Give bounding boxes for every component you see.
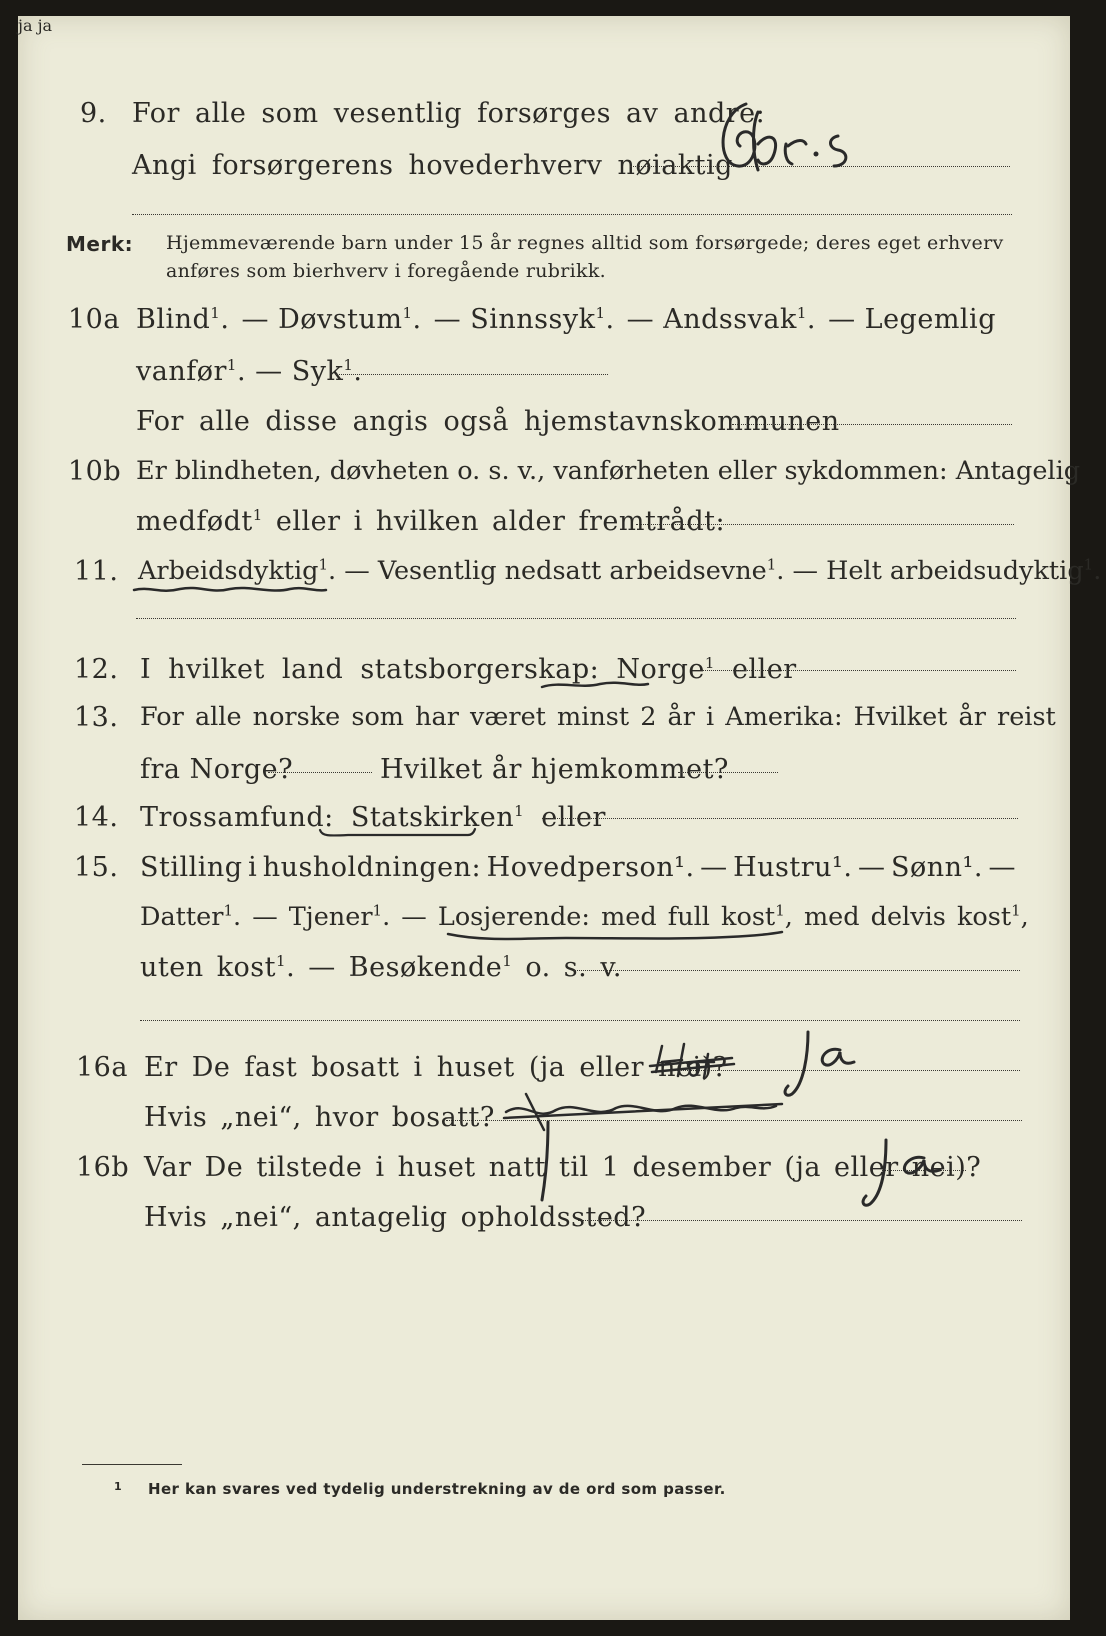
option-hovedperson: Hovedperson¹. xyxy=(486,852,695,883)
handwritten-underline xyxy=(130,582,330,598)
answer-line xyxy=(678,772,778,773)
question-text: For alle norske som har været minst 2 år i Amerika: Hvilket år reist xyxy=(140,702,1056,732)
question-number: 12. xyxy=(74,654,119,685)
answer-line xyxy=(732,424,1012,425)
question-text: Er blindheten, døvheten o. s. v., vanførheten eller sykdommen: Antagelig xyxy=(136,456,1081,486)
handwritten-answer xyxy=(708,74,868,184)
question-text: Var De tilstede i huset natt til 1 desember (ja eller nei)? xyxy=(144,1152,982,1183)
question-number: 13. xyxy=(74,702,119,733)
question-number: 16b xyxy=(76,1152,130,1183)
footnote-rule xyxy=(82,1464,182,1465)
option-vanfor: vanfør xyxy=(136,356,227,387)
footnote-mark: 1 xyxy=(114,1480,123,1493)
question-text: Hvis „nei“, antagelig opholdssted? xyxy=(144,1202,647,1233)
note-text: Hjemmeværende barn under 15 år regnes alltid som forsørgede; deres eget erhverv xyxy=(166,232,1004,254)
answer-line xyxy=(578,1220,1022,1221)
option-syk: . — Syk xyxy=(236,356,344,387)
handwritten-underline xyxy=(540,678,650,692)
answer-line xyxy=(132,214,1012,215)
question-number: 9. xyxy=(80,98,107,129)
answer-line xyxy=(336,374,608,375)
question-number: 11. xyxy=(74,556,119,587)
option-arbeidsdyktig: Arbeidsdyktig xyxy=(138,556,319,586)
question-number: 16a xyxy=(76,1052,128,1083)
option-losjerende-full-kost: . — Losjerende: med full kost xyxy=(382,902,776,932)
option-legemlig: — Legemlig xyxy=(828,304,996,335)
option-norge: Norge xyxy=(616,654,705,685)
answer-line xyxy=(140,1020,1020,1021)
question-options: Stilling i husholdningen: Hovedperson¹. — Hustru¹. — Sønn¹. — xyxy=(140,852,1016,883)
question-text: Angi forsørgerens hovederhverv nøiaktig xyxy=(132,150,733,181)
answer-line xyxy=(136,618,1016,619)
question-text: Hvis „nei“, hvor bosatt? xyxy=(144,1102,495,1133)
option-sonn: Sønn¹. xyxy=(891,852,983,883)
question-text: Er De fast bosatt i huset (ja eller nei)? xyxy=(144,1052,728,1083)
answer-line xyxy=(574,970,1020,971)
question-number: 10a xyxy=(68,304,120,335)
question-number: 10b xyxy=(68,456,122,487)
option-statskirken: Statskirken xyxy=(350,802,515,833)
option-blind: Blind xyxy=(136,304,211,335)
question-text: For alle som vesentlig forsørges av andre: xyxy=(132,98,766,129)
handwritten-answer xyxy=(846,1128,966,1218)
answer-line xyxy=(268,772,372,773)
handwritten-underline xyxy=(318,826,478,840)
option-sinnssyk: — Sinnssyk xyxy=(433,304,596,335)
answer-line xyxy=(702,670,1016,671)
answer-line xyxy=(542,818,1018,819)
note-text: anføres som bierhverv i foregående rubrikk. xyxy=(166,260,606,282)
question-text: For alle disse angis også hjemstavnskommunen xyxy=(136,406,840,437)
option-dovstum: — Døvstum xyxy=(241,304,403,335)
note-label: Merk: xyxy=(66,232,134,256)
handwritten-underline xyxy=(446,928,786,946)
option-andssvak: — Andssvak xyxy=(626,304,797,335)
question-options: Blind$^1$. — Døvstum$^1$. — Sinnssyk$^1$. — Andssvak$^1$. — Legemlig xyxy=(136,304,996,335)
question-number: 14. xyxy=(74,802,119,833)
answer-line xyxy=(636,524,1014,525)
question-number: 15. xyxy=(74,852,119,883)
census-form-page: 9. For alle som vesentlig forsørges av andre: Angi forsørgerens hovederhverv nøiaktig Merk: Hjemmeværende barn under 15 år regnes alltid som forsørgede; deres eget erhverv anføres som bierhverv i foregående rubrikk. 10a Blind$^1$. — Døvstum$^1$. — Sinnssyk$^1$. — Andssvak$^1$. — Legemlig vanfør$^1$. — Syk$^1$. For alle disse angis også hjemstavnskommunen 10b Er blindheten, døvheten o. s. v., vanførheten eller sykdommen: Antagelig medfødt$^1$ eller i hvilken alder fremtrådt: 11. Arbeidsdyktig$^1$. — Vesentlig nedsatt arbeidsevne$^1$. — Helt arbeidsudyktig$^1$. 12. I hvilket land statsborgerskap: Norge$^1$ eller 13. For alle norske som har været minst 2 år i Amerika: Hvilket år reist fra Norge? Hvilket år hjemkommet? 14. Trossamfund: Statskirken$^1$ eller 15. Stilling i husholdningen: Hovedperson¹. — Hustru¹. — Sønn¹. — Datter$^1$. — Tjener$^1$. — Losjerende: med full kost$^1$, med delvis kost$^1$, uten kost$^1$. — Besøkende$^1$ o. s. v. 16a Er De fast bosatt i huset (ja eller nei)? Hvis „nei“, hvor bosatt? ja 16b Var De tilstede i huset natt til 1 desember (ja eller nei)? Hvis „nei“, antagelig opholdssted? ja 1 Her kan svares ved tydelig understrekning av de ord som passer. xyxy=(18,16,1070,1620)
footnote-text: Her kan svares ved tydelig understrekning av de ord som passer. xyxy=(148,1480,726,1498)
option-hustru: Hustru¹. xyxy=(733,852,853,883)
